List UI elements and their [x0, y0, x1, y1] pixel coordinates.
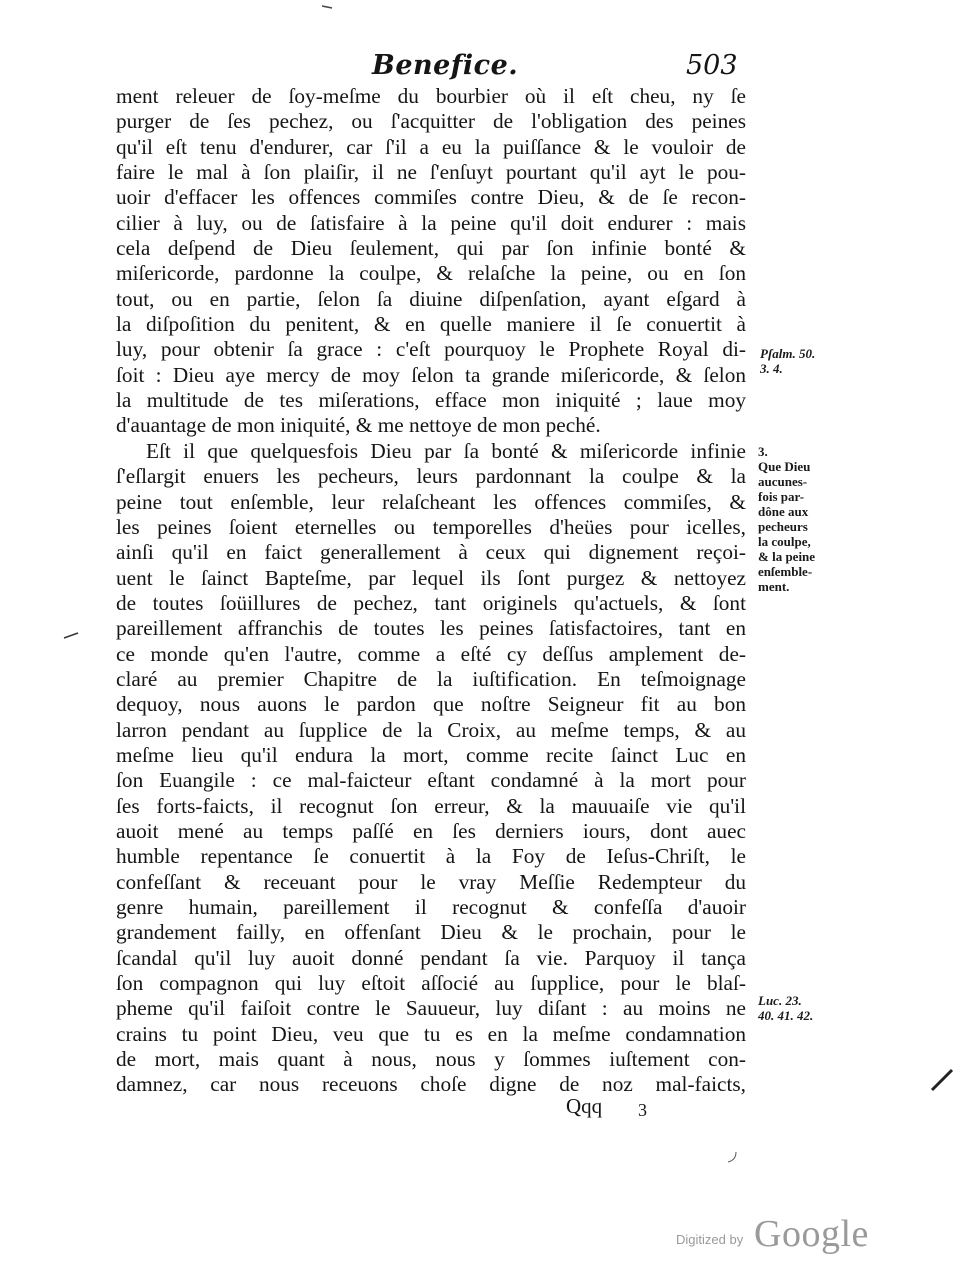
- text-line: miſericorde, pardonne la coulpe, & relaſche la peine, ou en ſon: [116, 261, 746, 286]
- text-line: purger de ſes pechez, ou ſ'acquitter de l'obligation des peines: [116, 109, 746, 134]
- text-line: ainſi qu'il en faict generallement à ceux qui dignement reçoi-: [116, 540, 746, 565]
- text-line: la diſpoſition du penitent, & en quelle maniere il ſe conuertit à: [116, 312, 746, 337]
- text-line: pareillement affranchis de toutes les peines ſatisfactoires, tant en: [116, 616, 746, 641]
- text-line: humble repentance ſe conuertit à la Foy de Ieſus-Chriſt, le: [116, 844, 746, 869]
- margin-note-line: 3.: [758, 444, 768, 459]
- text-line: uoir d'effacer les offences commiſes contre Dieu, & de ſe recon-: [116, 185, 746, 210]
- text-line: ſ'eſlargit enuers les pecheurs, leurs pardonnant la coulpe & la: [116, 464, 746, 489]
- ink-mark-right: [928, 1064, 958, 1094]
- margin-note-line: aucunes-: [758, 474, 808, 489]
- margin-note-line: 40. 41. 42.: [758, 1008, 814, 1023]
- margin-note-line: Luc. 23.: [758, 993, 802, 1008]
- digitized-by-label: Digitized by: [676, 1232, 744, 1247]
- text-line: ſoit : Dieu aye mercy de moy ſelon ta grande miſericorde, & ſelon: [116, 362, 746, 387]
- margin-note-line: enſemble-: [758, 564, 813, 579]
- margin-note-line: la coulpe,: [758, 534, 811, 549]
- running-title: Benefice.: [372, 50, 519, 81]
- text-line: auoit mené au temps paſſé en ſes derniers iours, dont auec: [116, 818, 746, 843]
- text-line: qu'il eſt tenu d'endurer, car ſ'il a eu la puiſſance & le vouloir de: [116, 134, 746, 159]
- ink-mark-bottom: [724, 1150, 744, 1166]
- text-line: faire le mal à ſon plaiſir, il ne ſ'enſuyt pourtant qu'il ayt le pou-: [116, 160, 746, 185]
- text-line: ſes forts-faicts, il recognut ſon erreur, & la mauuaiſe vie qu'il: [116, 793, 746, 818]
- text-line: grandement failly, en offenſant Dieu & le prochain, pour le: [116, 920, 746, 945]
- text-line: dequoy, nous auons le pardon que noſtre Seigneur fit au bon: [116, 692, 746, 717]
- text-line: damnez, car nous receuons choſe digne de noz mal-faicts,: [116, 1072, 746, 1097]
- margin-note-line: Pſalm. 50.: [760, 346, 816, 361]
- text-line: pheme qu'il faiſoit contre le Sauueur, luy diſant : au moins ne: [116, 996, 746, 1021]
- text-line: meſme lieu qu'il endura la mort, comme recite ſainct Luc en: [116, 742, 746, 767]
- text-line: confeſſant & receuant pour le vray Meſſie Redempteur du: [116, 869, 746, 894]
- margin-note-line: fois par-: [758, 489, 805, 504]
- text-line: cilier à luy, ou de ſatisfaire à la peine qu'il doit endurer : mais: [116, 210, 746, 235]
- margin-note-section-3: [758, 444, 815, 594]
- signature-mark: Qqq: [566, 1094, 603, 1118]
- text-line: tout, ou en partie, ſelon ſa diuine diſpenſation, ayant eſgard à: [116, 286, 746, 311]
- text-line: ment releuer de ſoy-meſme du bourbier où il eſt cheu, ny ſe: [116, 84, 746, 108]
- text-line: Eſt il que quelquesfois Dieu par ſa bonté & miſericorde infinie: [146, 438, 746, 463]
- text-line: de toutes ſoüillures de pechez, tant originels qu'actuels, & ſont: [116, 590, 746, 615]
- signature-number: 3: [638, 1100, 647, 1120]
- text-line: d'auantage de mon iniquité, & me nettoye de mon peché.: [116, 413, 601, 438]
- text-line: la multitude de tes miſerations, efface mon iniquité ; laue moy: [116, 388, 746, 413]
- margin-note-luke: [758, 993, 813, 1023]
- text-line: cela deſpend de Dieu ſeulement, qui par ſon infinie bonté &: [116, 236, 746, 261]
- page-number: 503: [686, 50, 738, 81]
- margin-note-line: Que Dieu: [758, 459, 811, 474]
- text-line: larron pendant au ſupplice de la Croix, au meſme temps, & au: [116, 717, 746, 742]
- margin-note-line: ment.: [758, 579, 790, 594]
- margin-note-line: & la peine: [758, 549, 816, 564]
- google-logo: Google: [754, 1213, 869, 1255]
- text-line: les peines ſoient eternelles ou temporelles d'heües pour icelles,: [116, 514, 746, 539]
- margin-note-line: 3. 4.: [760, 361, 783, 376]
- text-line: ſon Euangile : ce mal-faicteur eſtant condamné à la mort pour: [116, 768, 746, 793]
- margin-note-line: dône aux: [758, 504, 809, 519]
- text-line: luy, pour obtenir ſa grace : c'eſt pourquoy le Prophete Royal di-: [116, 337, 746, 362]
- text-line: claré au premier Chapitre de la iuſtification. En teſmoignage: [116, 666, 746, 691]
- text-line: crains tu point Dieu, veu que tu es en la meſme condamnation: [116, 1021, 746, 1046]
- text-line: de mort, mais quant à nous, nous y ſommes iuſtement con-: [116, 1047, 746, 1072]
- text-line: uent le ſainct Bapteſme, par lequel ils ſont purgez & nettoyez: [116, 565, 746, 590]
- ink-mark-left: [62, 630, 82, 640]
- body-text: [116, 84, 746, 1098]
- margin-note-psalm: [760, 346, 815, 376]
- margin-note-line: pecheurs: [758, 519, 808, 534]
- text-line: ſon compagnon qui luy eſtoit aſſocié au ſupplice, pour le blaſ-: [116, 971, 746, 996]
- text-line: ce monde qu'en l'autre, comme a eſté cy deſſus amplement de-: [116, 641, 746, 666]
- text-line: peine tout enſemble, leur relaſcheant les offences commiſes, &: [116, 489, 746, 514]
- text-line: genre humain, pareillement il recognut & confeſſa d'auoir: [116, 895, 746, 919]
- text-line: ſcandal qu'il luy auoit donné pendant ſa vie. Parquoy il tança: [116, 945, 746, 970]
- ink-mark-top: [318, 2, 338, 12]
